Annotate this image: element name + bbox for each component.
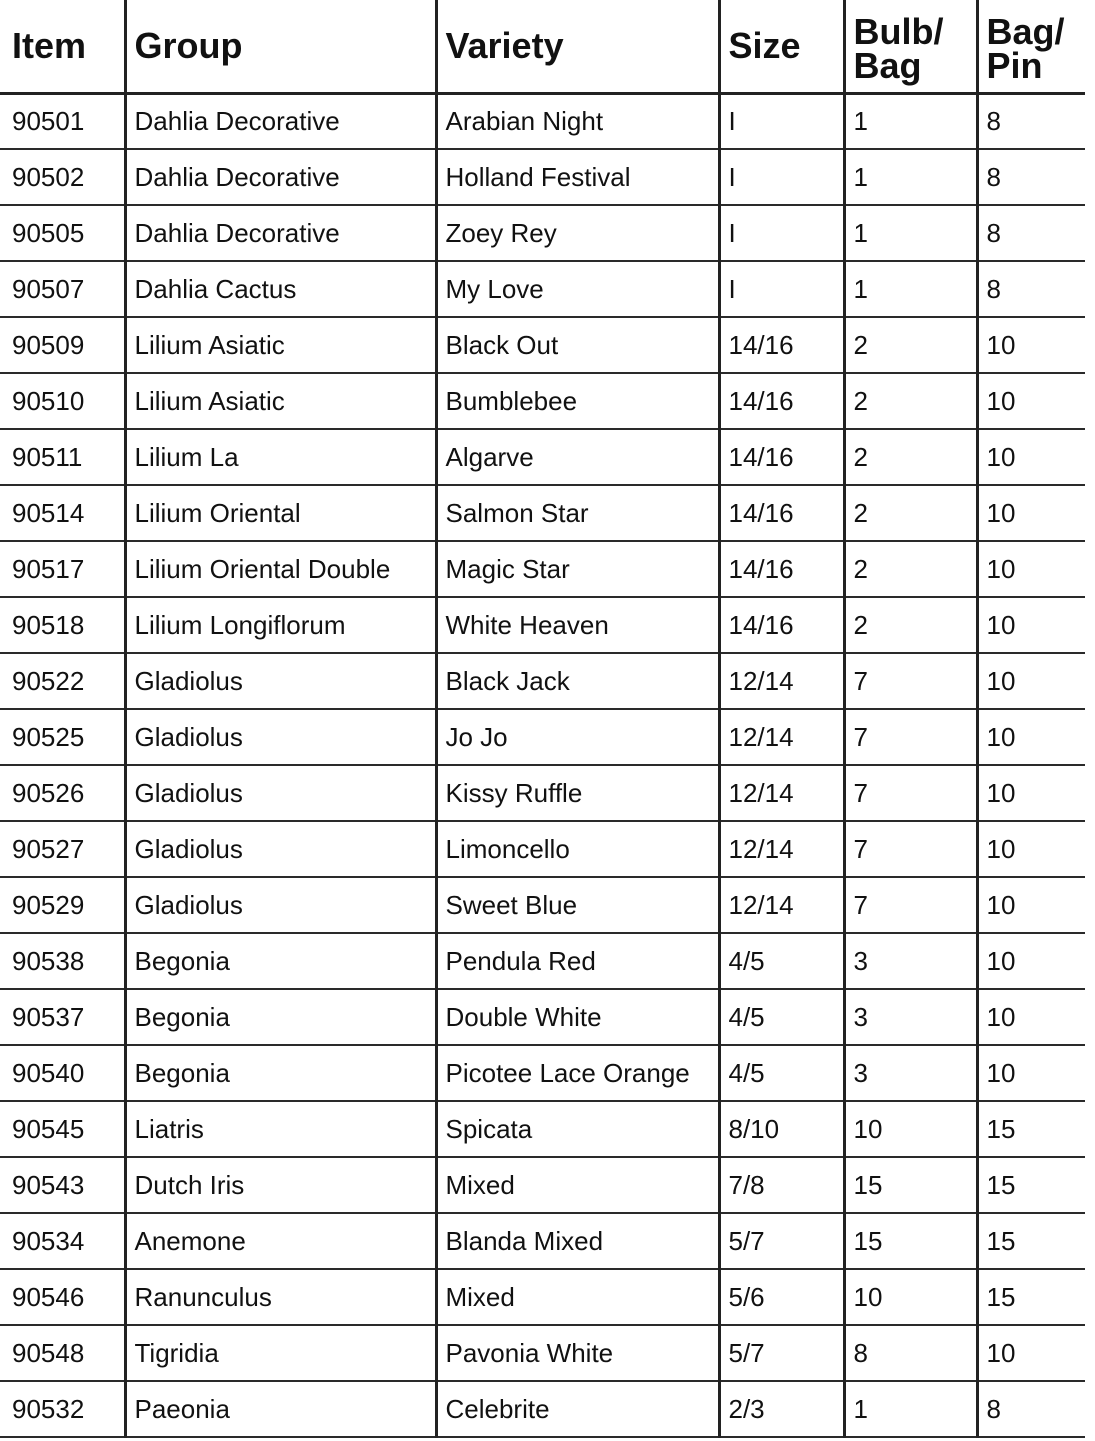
cell-size: 14/16 — [719, 541, 844, 597]
cell-item: 90548 — [0, 1325, 125, 1381]
cell-bag-per-pin: 10 — [977, 485, 1085, 541]
cell-group: Begonia — [125, 989, 436, 1045]
cell-bulb-per-bag: 2 — [844, 317, 977, 373]
cell-variety: Limoncello — [436, 821, 719, 877]
header-variety: Variety — [436, 0, 719, 93]
cell-bulb-per-bag: 1 — [844, 1381, 977, 1437]
table-row — [0, 821, 1085, 877]
cell-bulb-per-bag: 1 — [844, 93, 977, 149]
table-row — [0, 1157, 1085, 1213]
cell-variety: My Love — [436, 261, 719, 317]
table-row — [0, 1325, 1085, 1381]
cell-bulb-per-bag: 1 — [844, 149, 977, 205]
cell-bag-per-pin: 15 — [977, 1269, 1085, 1325]
cell-group: Anemone — [125, 1213, 436, 1269]
cell-item: 90502 — [0, 149, 125, 205]
cell-size: I — [719, 205, 844, 261]
cell-item: 90505 — [0, 205, 125, 261]
cell-variety: Celebrite — [436, 1381, 719, 1437]
cell-bulb-per-bag: 3 — [844, 1045, 977, 1101]
cell-item: 90525 — [0, 709, 125, 765]
cell-group: Gladiolus — [125, 821, 436, 877]
cell-item: 90529 — [0, 877, 125, 933]
cell-group: Liatris — [125, 1101, 436, 1157]
header-bag-per-pin — [977, 0, 1085, 93]
header-bulb-per-bag-line2: Bag — [853, 44, 922, 86]
cell-variety: Algarve — [436, 429, 719, 485]
cell-group: Gladiolus — [125, 877, 436, 933]
cell-item: 90540 — [0, 1045, 125, 1101]
cell-variety: Black Jack — [436, 653, 719, 709]
table-body — [0, 93, 1085, 1437]
cell-bulb-per-bag: 2 — [844, 485, 977, 541]
cell-bulb-per-bag: 2 — [844, 373, 977, 429]
table-row — [0, 1213, 1085, 1269]
cell-bulb-per-bag: 3 — [844, 989, 977, 1045]
cell-size: 12/14 — [719, 709, 844, 765]
table-row — [0, 1101, 1085, 1157]
cell-size: 12/14 — [719, 765, 844, 821]
cell-variety: Jo Jo — [436, 709, 719, 765]
table-row — [0, 653, 1085, 709]
cell-bag-per-pin: 10 — [977, 597, 1085, 653]
cell-bag-per-pin: 10 — [977, 541, 1085, 597]
cell-bulb-per-bag: 7 — [844, 877, 977, 933]
cell-size: I — [719, 261, 844, 317]
cell-bag-per-pin: 10 — [977, 933, 1085, 989]
table-row — [0, 597, 1085, 653]
cell-size: 12/14 — [719, 821, 844, 877]
cell-size: 14/16 — [719, 373, 844, 429]
cell-bulb-per-bag: 2 — [844, 429, 977, 485]
cell-bag-per-pin: 8 — [977, 149, 1085, 205]
header-group: Group — [125, 0, 436, 93]
cell-item: 90538 — [0, 933, 125, 989]
cell-size: 12/14 — [719, 653, 844, 709]
cell-item: 90517 — [0, 541, 125, 597]
cell-group: Lilium Oriental Double — [125, 541, 436, 597]
cell-variety: Zoey Rey — [436, 205, 719, 261]
cell-size: 4/5 — [719, 989, 844, 1045]
cell-variety: Mixed — [436, 1269, 719, 1325]
header-bulb-per-bag-line1: Bulb/ — [853, 10, 944, 52]
cell-bulb-per-bag: 10 — [844, 1101, 977, 1157]
cell-variety: Arabian Night — [436, 93, 719, 149]
cell-variety: Kissy Ruffle — [436, 765, 719, 821]
cell-size: 7/8 — [719, 1157, 844, 1213]
table-row — [0, 1045, 1085, 1101]
table-row — [0, 709, 1085, 765]
cell-size: 14/16 — [719, 485, 844, 541]
table-row — [0, 373, 1085, 429]
cell-size: 4/5 — [719, 933, 844, 989]
table-row — [0, 261, 1085, 317]
cell-size: 14/16 — [719, 429, 844, 485]
cell-bulb-per-bag: 1 — [844, 205, 977, 261]
cell-bag-per-pin: 10 — [977, 821, 1085, 877]
cell-variety: Double White — [436, 989, 719, 1045]
cell-group: Begonia — [125, 933, 436, 989]
cell-group: Paeonia — [125, 1381, 436, 1437]
header-size: Size — [719, 0, 844, 93]
cell-group: Dahlia Cactus — [125, 261, 436, 317]
cell-variety: Spicata — [436, 1101, 719, 1157]
cell-group: Lilium Asiatic — [125, 317, 436, 373]
cell-bag-per-pin: 10 — [977, 989, 1085, 1045]
cell-group: Lilium Oriental — [125, 485, 436, 541]
header-row — [0, 0, 1085, 93]
cell-variety: Sweet Blue — [436, 877, 719, 933]
cell-bulb-per-bag: 2 — [844, 597, 977, 653]
cell-group: Begonia — [125, 1045, 436, 1101]
cell-bag-per-pin: 10 — [977, 1045, 1085, 1101]
cell-bag-per-pin: 15 — [977, 1101, 1085, 1157]
cell-bag-per-pin: 10 — [977, 429, 1085, 485]
cell-bulb-per-bag: 2 — [844, 541, 977, 597]
table-row — [0, 765, 1085, 821]
cell-bag-per-pin: 10 — [977, 1325, 1085, 1381]
cell-size: I — [719, 149, 844, 205]
table-row — [0, 93, 1085, 149]
cell-size: 2/3 — [719, 1381, 844, 1437]
cell-bulb-per-bag: 7 — [844, 709, 977, 765]
cell-variety: Magic Star — [436, 541, 719, 597]
table-row — [0, 1269, 1085, 1325]
cell-bulb-per-bag: 8 — [844, 1325, 977, 1381]
cell-group: Dahlia Decorative — [125, 205, 436, 261]
cell-group: Lilium Longiflorum — [125, 597, 436, 653]
cell-group: Ranunculus — [125, 1269, 436, 1325]
cell-variety: Pendula Red — [436, 933, 719, 989]
cell-item: 90514 — [0, 485, 125, 541]
cell-variety: Salmon Star — [436, 485, 719, 541]
table-row — [0, 205, 1085, 261]
cell-item: 90511 — [0, 429, 125, 485]
cell-item: 90509 — [0, 317, 125, 373]
table-row — [0, 149, 1085, 205]
cell-bag-per-pin: 15 — [977, 1157, 1085, 1213]
cell-variety: Blanda Mixed — [436, 1213, 719, 1269]
cell-item: 90518 — [0, 597, 125, 653]
cell-item: 90545 — [0, 1101, 125, 1157]
cell-item: 90507 — [0, 261, 125, 317]
cell-variety: Black Out — [436, 317, 719, 373]
cell-bulb-per-bag: 7 — [844, 653, 977, 709]
cell-item: 90510 — [0, 373, 125, 429]
cell-group: Dahlia Decorative — [125, 93, 436, 149]
cell-bag-per-pin: 10 — [977, 317, 1085, 373]
cell-item: 90522 — [0, 653, 125, 709]
table-row — [0, 317, 1085, 373]
cell-size: 8/10 — [719, 1101, 844, 1157]
cell-bulb-per-bag: 1 — [844, 261, 977, 317]
cell-bag-per-pin: 10 — [977, 765, 1085, 821]
cell-bag-per-pin: 8 — [977, 205, 1085, 261]
cell-size: 4/5 — [719, 1045, 844, 1101]
cell-group: Gladiolus — [125, 765, 436, 821]
cell-bulb-per-bag: 10 — [844, 1269, 977, 1325]
cell-group: Dutch Iris — [125, 1157, 436, 1213]
cell-bag-per-pin: 8 — [977, 261, 1085, 317]
cell-item: 90534 — [0, 1213, 125, 1269]
cell-bag-per-pin: 10 — [977, 877, 1085, 933]
table-row — [0, 933, 1085, 989]
cell-item: 90527 — [0, 821, 125, 877]
cell-size: 14/16 — [719, 597, 844, 653]
cell-item: 90532 — [0, 1381, 125, 1437]
cell-variety: Picotee Lace Orange — [436, 1045, 719, 1101]
cell-variety: Pavonia White — [436, 1325, 719, 1381]
cell-size: 5/6 — [719, 1269, 844, 1325]
cell-size: I — [719, 93, 844, 149]
cell-group: Gladiolus — [125, 653, 436, 709]
cell-item: 90543 — [0, 1157, 125, 1213]
cell-bag-per-pin: 10 — [977, 709, 1085, 765]
cell-group: Lilium La — [125, 429, 436, 485]
table-row — [0, 1381, 1085, 1437]
cell-variety: Mixed — [436, 1157, 719, 1213]
cell-size: 12/14 — [719, 877, 844, 933]
table-row — [0, 989, 1085, 1045]
cell-size: 5/7 — [719, 1213, 844, 1269]
cell-size: 5/7 — [719, 1325, 844, 1381]
cell-group: Dahlia Decorative — [125, 149, 436, 205]
table-row — [0, 429, 1085, 485]
cell-bulb-per-bag: 15 — [844, 1213, 977, 1269]
cell-bag-per-pin: 10 — [977, 373, 1085, 429]
table-row — [0, 485, 1085, 541]
header-bag-per-pin-line1: Bag/ — [986, 10, 1065, 52]
cell-variety: White Heaven — [436, 597, 719, 653]
cell-variety: Bumblebee — [436, 373, 719, 429]
cell-bulb-per-bag: 7 — [844, 821, 977, 877]
table-row — [0, 541, 1085, 597]
cell-bag-per-pin: 10 — [977, 653, 1085, 709]
header-bag-per-pin-line2: Pin — [986, 44, 1043, 86]
table-row — [0, 877, 1085, 933]
cell-bulb-per-bag: 3 — [844, 933, 977, 989]
cell-bulb-per-bag: 7 — [844, 765, 977, 821]
cell-group: Tigridia — [125, 1325, 436, 1381]
cell-item: 90537 — [0, 989, 125, 1045]
cell-group: Gladiolus — [125, 709, 436, 765]
cell-variety: Holland Festival — [436, 149, 719, 205]
cell-size: 14/16 — [719, 317, 844, 373]
cell-group: Lilium Asiatic — [125, 373, 436, 429]
cell-item: 90501 — [0, 93, 125, 149]
header-bulb-per-bag — [844, 0, 977, 93]
cell-bulb-per-bag: 15 — [844, 1157, 977, 1213]
header-item: Item — [0, 0, 125, 93]
cell-item: 90526 — [0, 765, 125, 821]
cell-bag-per-pin: 15 — [977, 1213, 1085, 1269]
cell-bag-per-pin: 8 — [977, 93, 1085, 149]
cell-bag-per-pin: 8 — [977, 1381, 1085, 1437]
cell-item: 90546 — [0, 1269, 125, 1325]
